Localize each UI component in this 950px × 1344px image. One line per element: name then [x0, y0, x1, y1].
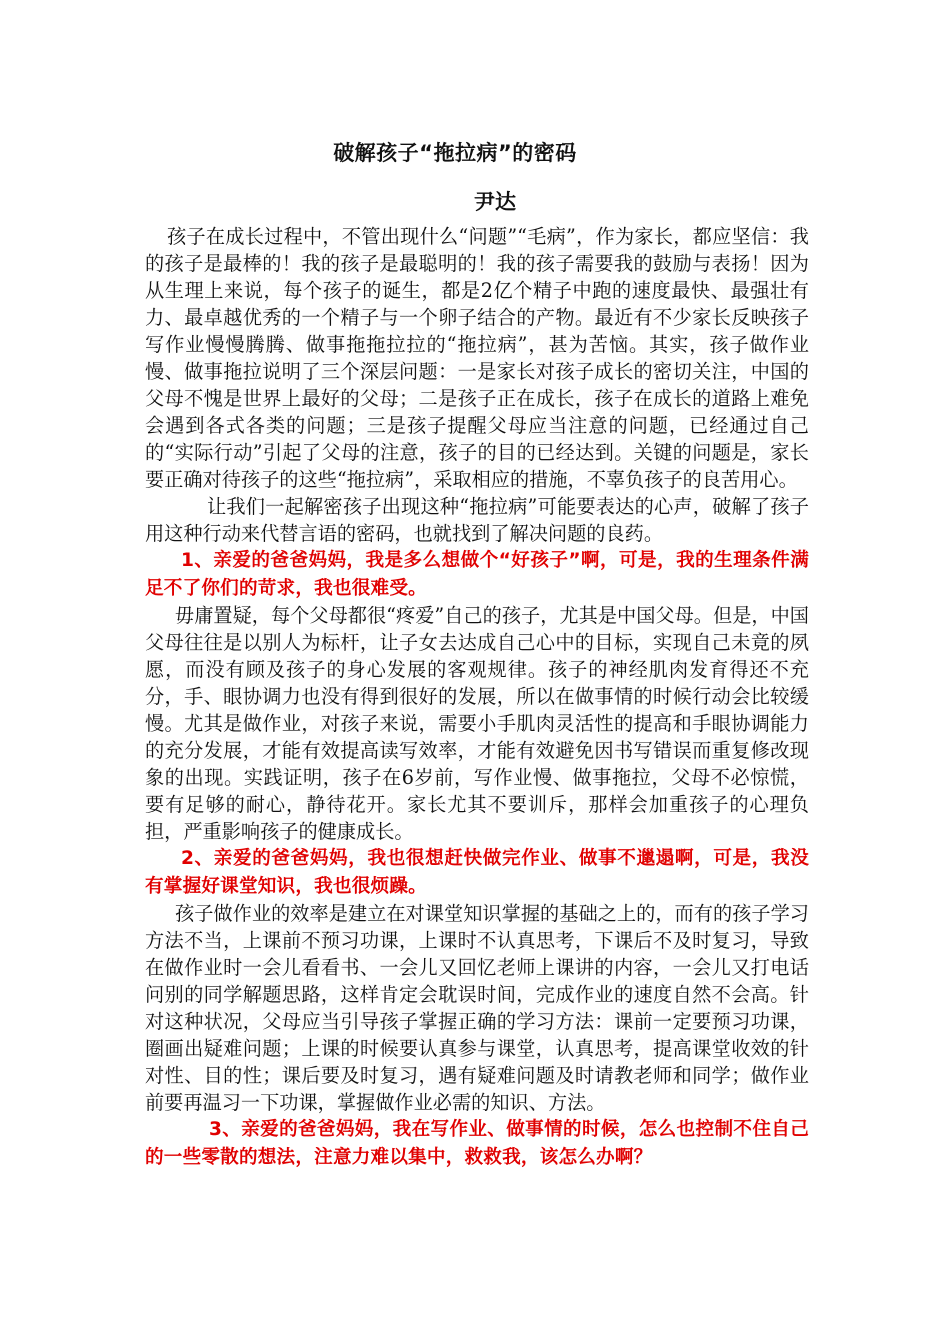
body-paragraph: 让我们一起解密孩子出现这种“拖拉病”可能要表达的心声，破解了孩子用这种行动来代替言语的密码，也就找到了解决问题的良药。: [145, 495, 809, 545]
section-heading: 2、亲爱的爸爸妈妈，我也很想赶快做完作业、做事不邋遢啊，可是，我没有掌握好课堂知识，我也很烦躁。: [145, 848, 809, 897]
section-heading: 3、亲爱的爸爸妈妈，我在写作业、做事情的时候，怎么也控制不住自己的一些零散的想法，注意力难以集中，救救我，该怎么办啊？: [145, 1119, 809, 1168]
document-body: [145, 223, 809, 1171]
page-title: 破解孩子“拖拉病”的密码: [333, 141, 577, 165]
section-heading: 1、亲爱的爸爸妈妈，我是多么想做个“好孩子”啊，可是，我的生理条件满足不了你们的苛求，我也很难受。: [145, 550, 809, 599]
body-paragraph: 孩子在成长过程中，不管出现什么“问题”“毛病”，作为家长，都应坚信：我的孩子是最棒的！我的孩子是最聪明的！我的孩子需要我的鼓励与表扬！因为从生理上来说，每个孩子的诞生，都是2亿个精子中跑的速度最快、最强壮有力、最卓越优秀的一个精子与一个卵子结合的产物。最近有不少家长反映孩子写作业慢慢腾腾、做事拖拖拉拉的“拖拉病”，甚为苦恼。其实，孩子做作业慢、做事拖拉说明了三个深层问题：一是家长对孩子成长的密切关注，中国的父母不愧是世界上最好的父母；二是孩子正在成长，孩子在成长的道路上难免会遇到各式各类的问题；三是孩子提醒父母应当注意的问题，已经通过自己的“实际行动”引起了父母的注意，孩子的目的已经达到。关键的问题是，家长要正确对待孩子的这些“拖拉病”，采取相应的措施，不辜负孩子的良苦用心。: [145, 225, 809, 491]
author-name: 尹达: [474, 190, 516, 214]
body-paragraph: 孩子做作业的效率是建立在对课堂知识掌握的基础之上的，而有的孩子学习方法不当，上课前不预习功课，上课时不认真思考，下课后不及时复习，导致在做作业时一会儿看看书、一会儿又回忆老师上课讲的内容，一会儿又打电话问别的同学解题思路，这样肯定会耽误时间，完成作业的速度自然不会高。针对这种状况，父母应当引导孩子掌握正确的学习方法：课前一定要预习功课，圈画出疑难问题；上课的时候要认真参与课堂，认真思考，提高课堂收效的针对性、目的性；课后要及时复习，遇有疑难问题及时请教老师和同学；做作业前要再温习一下功课，掌握做作业必需的知识、方法。: [145, 902, 809, 1114]
body-paragraph: 毋庸置疑，每个父母都很“疼爱”自己的孩子，尤其是中国父母。但是，中国父母往往是以别人为标杆，让子女去达成自己心中的目标，实现自己未竟的夙愿，而没有顾及孩子的身心发展的客观规律。孩子的神经肌肉发育得还不充分，手、眼协调力也没有得到很好的发展，所以在做事情的时候行动会比较缓慢。尤其是做作业，对孩子来说，需要小手肌肉灵活性的提高和手眼协调能力的充分发展，才能有效提高读写效率，才能有效避免因书写错误而重复修改现象的出现。实践证明，孩子在6岁前，写作业慢、做事拖拉，父母不必惊慌，要有足够的耐心，静待花开。家长尤其不要训斥，那样会加重孩子的心理负担，严重影响孩子的健康成长。: [145, 604, 809, 843]
